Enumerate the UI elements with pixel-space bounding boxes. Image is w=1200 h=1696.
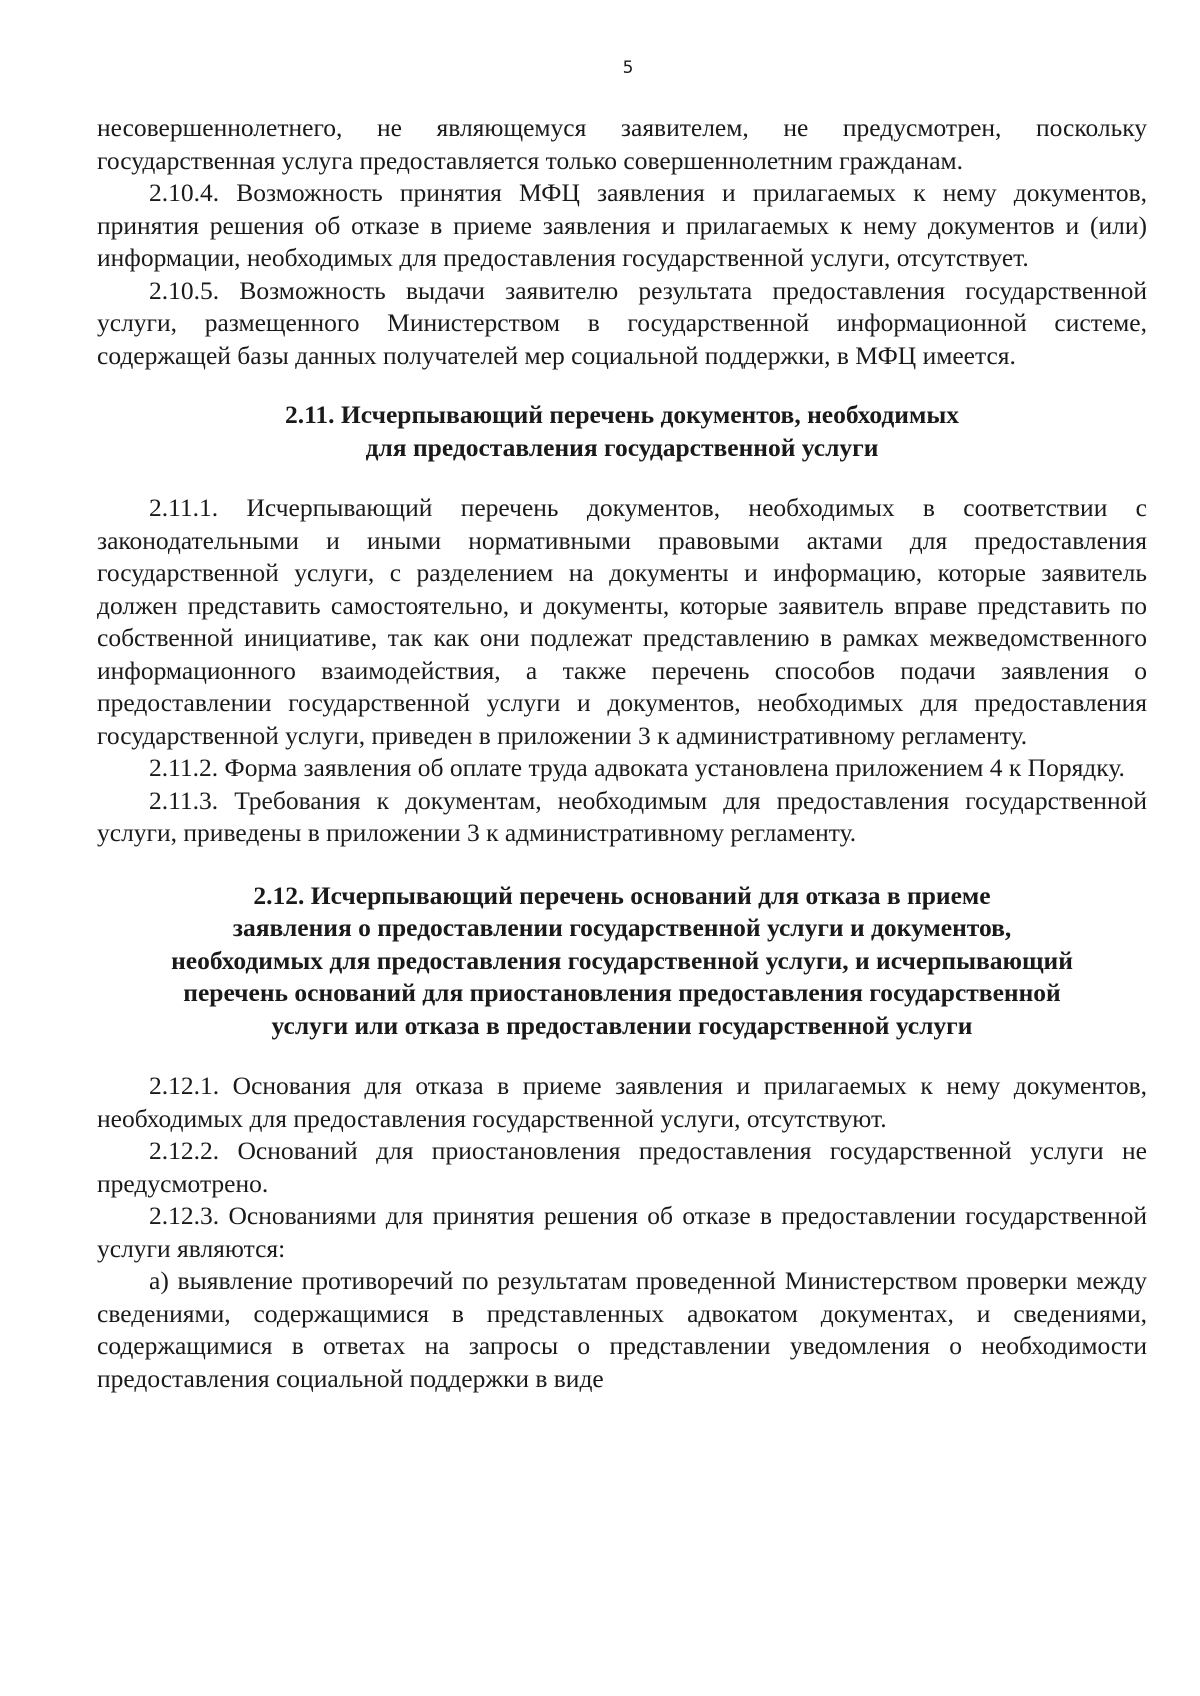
heading-line: заявления о предоставлении государственной услуги и документов, <box>232 913 1012 942</box>
paragraph-continuation: несовершеннолетнего, не являющемуся заявителем, не предусмотрен, поскольку государственная услуга предоставляется только совершеннолетним гражданам. <box>97 113 1147 175</box>
heading-line: 2.11. Исчерпывающий перечень документов, необходимых <box>284 400 960 429</box>
paragraph-2-11-1: 2.11.1. Исчерпывающий перечень документов, необходимых в соответствии с законодательными и иными нормативными правовыми актами для предоставления государственной услуги, с разделением на документы и информацию, которые заявитель должен представить самостоятельно, и документы, которые заявитель вправе представить по собственной инициативе, так как они подлежат представлению в рамках межведомственного информационного взаимодействия, а также перечень способов подачи заявления о предоставлении государственной услуги и документов, необходимых для предоставления государственной услуги, приведен в приложении 3 к административному регламенту. <box>97 493 1147 750</box>
paragraph-2-12-3-a: а) выявление противоречий по результатам проведенной Министерством проверки между сведениями, содержащимися в представленных адвокатом документах, и сведениями, содержащимися в ответах на запросы о представлении уведомления о необходимости предоставления социальной поддержки в виде <box>97 1266 1147 1393</box>
paragraph-2-10-5: 2.10.5. Возможность выдачи заявителю результата предоставления государственной услуги, размещенного Министерством в государственной информационной системе, содержащей базы данных получателей мер социальной поддержки, в МФЦ имеется. <box>97 275 1147 370</box>
paragraph-2-11-3: 2.11.3. Требования к документам, необходимым для предоставления государственной услуги, приведены в приложении 3 к административному регламенту. <box>97 785 1147 847</box>
paragraph-2-12-3: 2.12.3. Основаниями для принятия решения об отказе в предоставлении государственной услуги являются: <box>97 1201 1147 1263</box>
section-heading-2-11 <box>97 399 1147 464</box>
heading-line: для предоставления государственной услуги <box>365 432 879 462</box>
heading-line: перечень оснований для приостановления предоставления государственной <box>183 978 1061 1007</box>
document-page <box>97 58 1147 1395</box>
paragraph-2-12-1: 2.12.1. Основания для отказа в приеме заявления и прилагаемых к нему документов, необходимых для предоставления государственной услуги, отсутствуют. <box>97 1071 1147 1133</box>
page-number: 5 <box>622 58 634 78</box>
heading-line: необходимых для предоставления государственной услуги, и исчерпывающий <box>171 945 1073 975</box>
paragraph-2-10-4: 2.10.4. Возможность принятия МФЦ заявления и прилагаемых к нему документов, принятия решения об отказе в приеме заявления и прилагаемых к нему документов и (или) информации, необходимых для предоставления государственной услуги, отсутствует. <box>97 178 1147 272</box>
paragraph-2-11-2: 2.11.2. Форма заявления об оплате труда адвоката установлена приложением 4 к Порядку. <box>149 753 1125 782</box>
section-heading-2-12 <box>97 880 1147 1043</box>
paragraph-2-12-2: 2.12.2. Оснований для приостановления предоставления государственной услуги не предусмотрено. <box>97 1136 1147 1198</box>
heading-line: услуги или отказа в предоставлении государственной услуги <box>271 1010 973 1040</box>
heading-line: 2.12. Исчерпывающий перечень оснований для отказа в приеме <box>253 880 991 910</box>
